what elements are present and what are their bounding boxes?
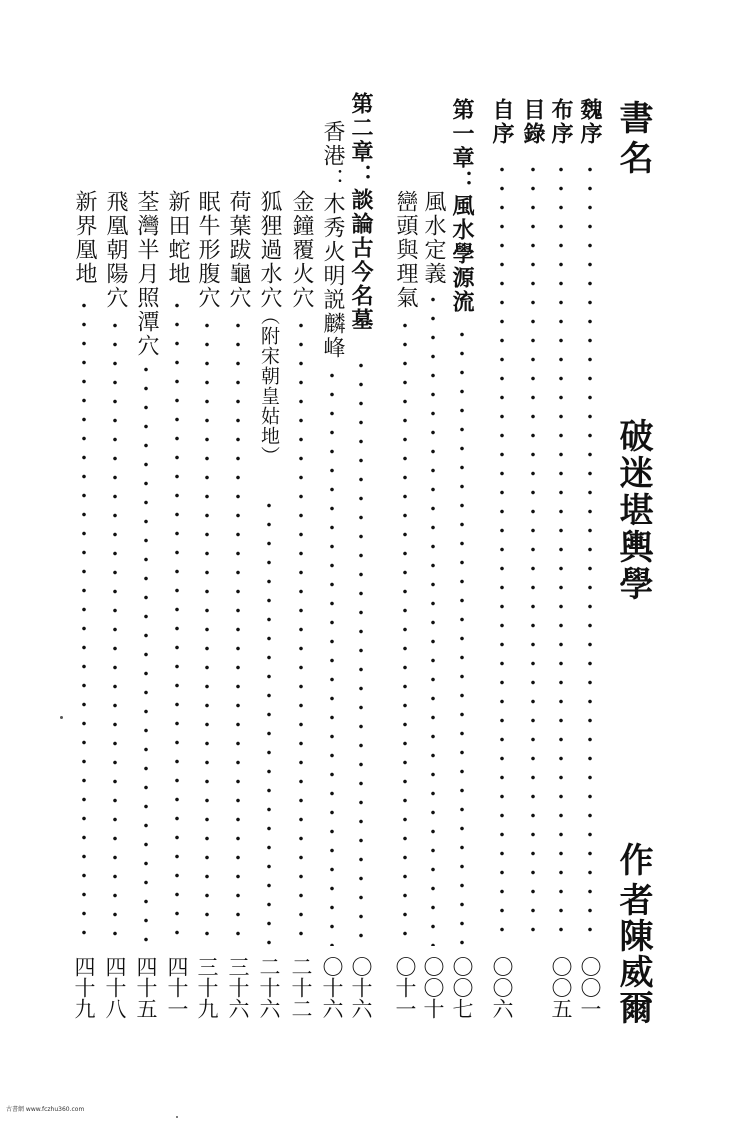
toc-entry-page: 〇〇五 [549, 956, 574, 1019]
toc-entry-page: 〇〇十 [421, 956, 446, 1019]
toc-entry-title: 新界凰地 [72, 190, 97, 286]
scan-speck [176, 1116, 178, 1118]
toc-entry-title: 飛凰朝陽穴 [103, 190, 128, 310]
book-label: 書名 [613, 100, 653, 180]
toc-entry-title: 新田蛇地 [165, 190, 190, 286]
toc-entry-title: 第二章：談論古今名墓 [348, 92, 374, 332]
leader-dots [144, 360, 148, 946]
toc-entry-title: 荷葉跋龜穴 [226, 190, 251, 310]
toc-entry-title: 荃灣半月照潭穴 [134, 190, 159, 358]
leader-dots [403, 316, 407, 946]
leader-dots [330, 366, 334, 946]
toc-entry-title: 目錄 [520, 98, 546, 146]
toc-entry-page: 〇〇六 [490, 956, 515, 1019]
author-name: 陳威爾 [613, 918, 653, 1026]
leader-dots [299, 316, 303, 946]
toc-entry-page: 〇〇一 [578, 956, 603, 1019]
leader-dots [113, 316, 117, 946]
toc-entry-page: 四十八 [103, 956, 128, 1019]
toc-entry-page: 二十二 [289, 956, 314, 1019]
leader-dots [588, 160, 592, 946]
footer-watermark: 古書網 www.fczhu360.com [6, 1106, 85, 1113]
toc-entry-page: 〇十一 [393, 956, 418, 1019]
toc-entry-title: 巒頭與理氣 [393, 190, 418, 310]
toc-entry-title: 香港：木秀火明説麟峰 [320, 120, 345, 360]
toc-entry-page: 三十九 [195, 956, 220, 1019]
toc-entry-page: 四十九 [72, 956, 97, 1019]
leader-dots [205, 316, 209, 946]
toc-entry-title: 風水定義 [421, 190, 446, 286]
toc-entry-page: 〇十六 [349, 956, 374, 1019]
toc-entry-title: 金鐘覆火穴 [289, 190, 314, 310]
toc-entry-title: 布序 [548, 98, 574, 146]
leader-dots [267, 496, 271, 946]
toc-entry-note: （附宋朝皇姑地） [258, 306, 280, 466]
leader-dots [500, 160, 504, 946]
toc-entry-page: 三十六 [226, 956, 251, 1019]
toc-entry-title: 第一章：風水學源流 [449, 98, 475, 314]
leader-dots [460, 325, 464, 946]
leader-dots [82, 296, 86, 946]
leader-dots [559, 160, 563, 946]
toc-entry-page: 四十一 [165, 956, 190, 1019]
author-label: 作者 [613, 842, 653, 922]
toc-entry-page: 〇〇七 [450, 956, 475, 1019]
leader-dots [359, 356, 363, 946]
leader-dots [431, 290, 435, 946]
toc-entry-page: 〇十六 [320, 956, 345, 1019]
toc-entry-title: 魏序 [577, 98, 603, 146]
toc-entry-page: 四十五 [134, 956, 159, 1019]
toc-entry-title: 狐狸過水穴 [257, 190, 282, 310]
leader-dots [236, 316, 240, 946]
leader-dots [175, 296, 179, 946]
book-title: 破迷堪輿學 [613, 418, 653, 603]
toc-entry-title: 眠牛形腹穴 [195, 190, 220, 310]
toc-entry-title: 自序 [489, 98, 515, 146]
toc-entry-page: 二十六 [257, 956, 282, 1019]
scan-speck [60, 716, 63, 719]
leader-dots [531, 160, 535, 946]
